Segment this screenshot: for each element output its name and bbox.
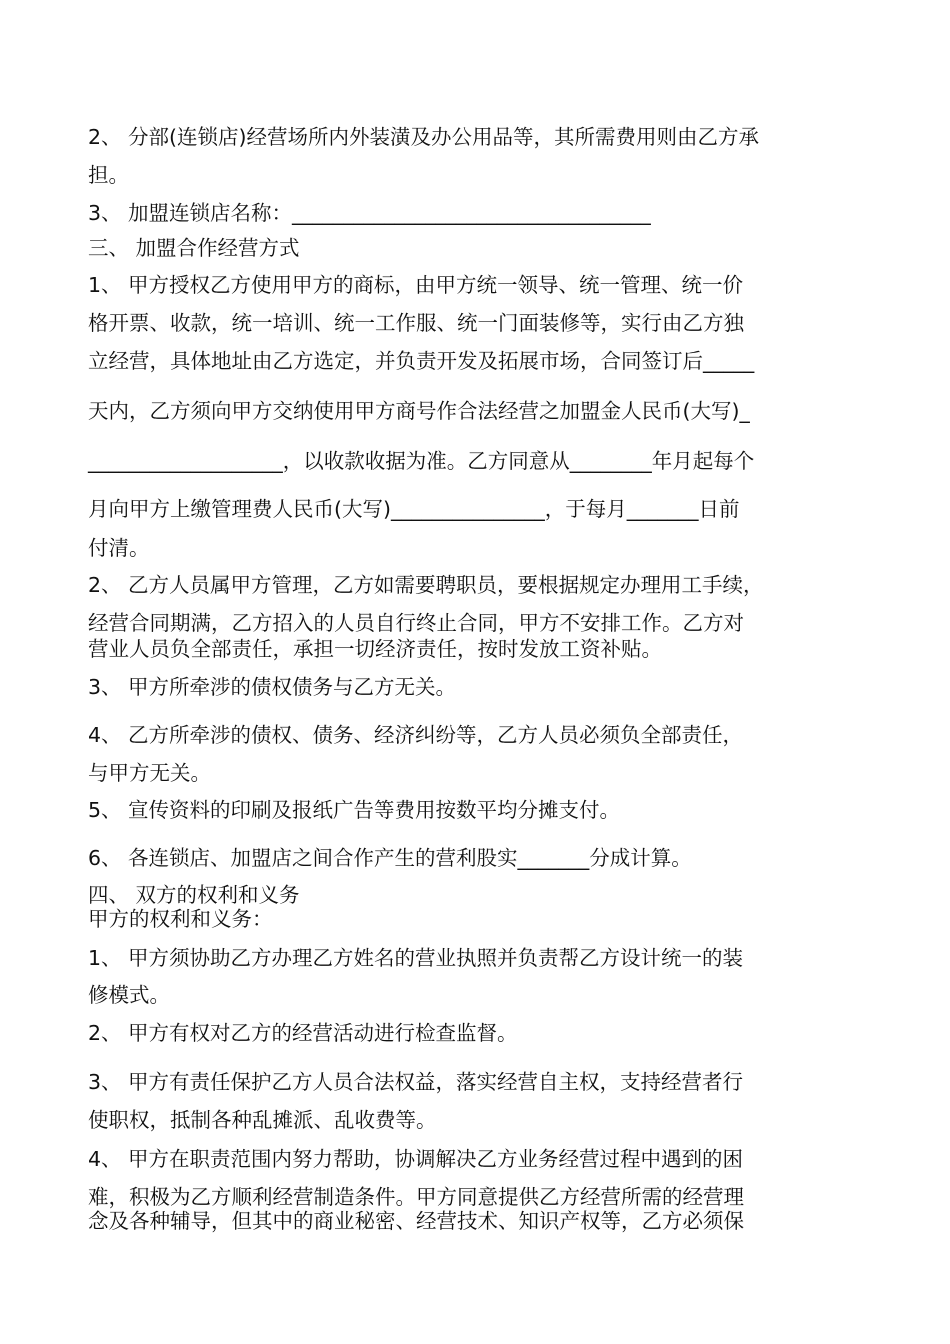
text-line: 经营合同期满，乙方招入的人员自行终止合同，甲方不安排工作。乙方对 xyxy=(88,611,744,635)
text-line: 月向甲方上缴管理费人民币(大写)_______________，于每月_______日前 xyxy=(88,497,740,521)
text-line: 3、 甲方所牵涉的债权债务与乙方无关。 xyxy=(88,675,457,699)
text-line: 格开票、收款，统一培训、统一工作服、统一门面装修等，实行由乙方独 xyxy=(88,311,744,335)
text-line: 使职权，抵制各种乱摊派、乱收费等。 xyxy=(88,1108,437,1132)
text-line: 修模式。 xyxy=(88,983,170,1007)
text-line: 3、 加盟连锁店名称：___________________________________ xyxy=(88,201,651,225)
subsection-heading: 甲方的权利和义务： xyxy=(88,907,273,931)
text-line: 难，积极为乙方顺利经营制造条件。甲方同意提供乙方经营所需的经营理 xyxy=(88,1185,744,1209)
text-line: 立经营，具体地址由乙方选定，并负责开发及拓展市场，合同签订后_____ xyxy=(88,349,755,373)
section-heading: 三、 加盟合作经营方式 xyxy=(88,236,300,260)
text-line: 2、 甲方有权对乙方的经营活动进行检查监督。 xyxy=(88,1021,518,1045)
text-line: 6、 各连锁店、加盟店之间合作产生的营利股实_______分成计算。 xyxy=(88,846,692,870)
text-line: 5、 宣传资料的印刷及报纸广告等费用按数平均分摊支付。 xyxy=(88,798,621,822)
text-line: 4、 甲方在职责范围内努力帮助，协调解决乙方业务经营过程中遇到的困 xyxy=(88,1147,744,1171)
text-line: 1、 甲方须协助乙方办理乙方姓名的营业执照并负责帮乙方设计统一的装 xyxy=(88,946,744,970)
text-line: 天内，乙方须向甲方交纳使用甲方商号作合法经营之加盟金人民币(大写)_ xyxy=(88,399,750,423)
text-line: 付清。 xyxy=(88,536,150,560)
text-line: 4、 乙方所牵涉的债权、债务、经济纠纷等，乙方人员必须负全部责任， xyxy=(88,723,744,747)
text-line: ___________________，以收款收据为准。乙方同意从________年月起每个 xyxy=(88,449,755,473)
section-heading: 四、 双方的权利和义务 xyxy=(88,883,300,907)
text-line: 1、 甲方授权乙方使用甲方的商标，由甲方统一领导、统一管理、统一价 xyxy=(88,273,744,297)
text-line: 念及各种辅导，但其中的商业秘密、经营技术、知识产权等，乙方必须保 xyxy=(88,1209,744,1233)
text-line: 2、 乙方人员属甲方管理，乙方如需要聘职员，要根据规定办理用工手续， xyxy=(88,573,764,597)
text-line: 与甲方无关。 xyxy=(88,761,211,785)
text-line: 3、 甲方有责任保护乙方人员合法权益，落实经营自主权，支持经营者行 xyxy=(88,1070,744,1094)
text-line: 2、 分部(连锁店)经营场所内外装潢及办公用品等，其所需费用则由乙方承 xyxy=(88,125,760,149)
text-line: 担。 xyxy=(88,163,129,187)
text-line: 营业人员负全部责任，承担一切经济责任，按时发放工资补贴。 xyxy=(88,637,662,661)
